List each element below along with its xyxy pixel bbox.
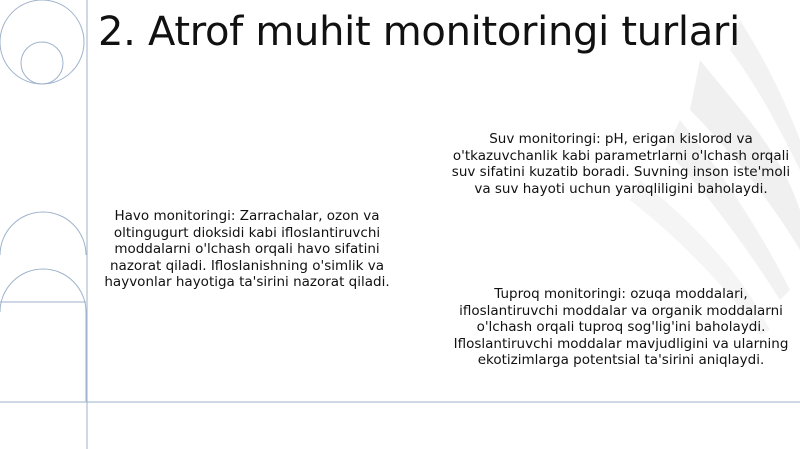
- tuproq-monitoring-text: Tuproq monitoringi: ozuqa moddalari, ifloslantiruvchi moddalar va organik moddalarni o'lchash orqali tuproq sog'lig'ini baholaydi. Ifloslantiruvchi moddalar mavjudligini va ularning ekotizimlarga potentsial ta'sirini aniqlaydi.: [453, 286, 789, 368]
- havo-monitoring-text: Havo monitoringi: Zarrachalar, ozon va oltingugurt dioksidi kabi ifloslantiruvchi moddalarni o'lchash orqali havo sifatini nazorat qiladi. Ifloslanishning o'simlik va hayvonlar hayotiga ta'sirini nazorat qiladi.: [104, 208, 390, 290]
- arch-outline-lower: [0, 269, 86, 402]
- arch-outline-upper: [0, 212, 86, 255]
- slide-title: 2. Atrof muhit monitoringi turlari: [98, 9, 740, 55]
- small-circle-outline: [21, 42, 63, 84]
- suv-monitoring-text: Suv monitoringi: pH, erigan kislorod va o'tkazuvchanlik kabi parametrlarni o'lchash orqali suv sifatini kuzatib boradi. Suvning inson iste'moli va suv hayoti uchun yaroqliligini baholaydi.: [451, 131, 791, 197]
